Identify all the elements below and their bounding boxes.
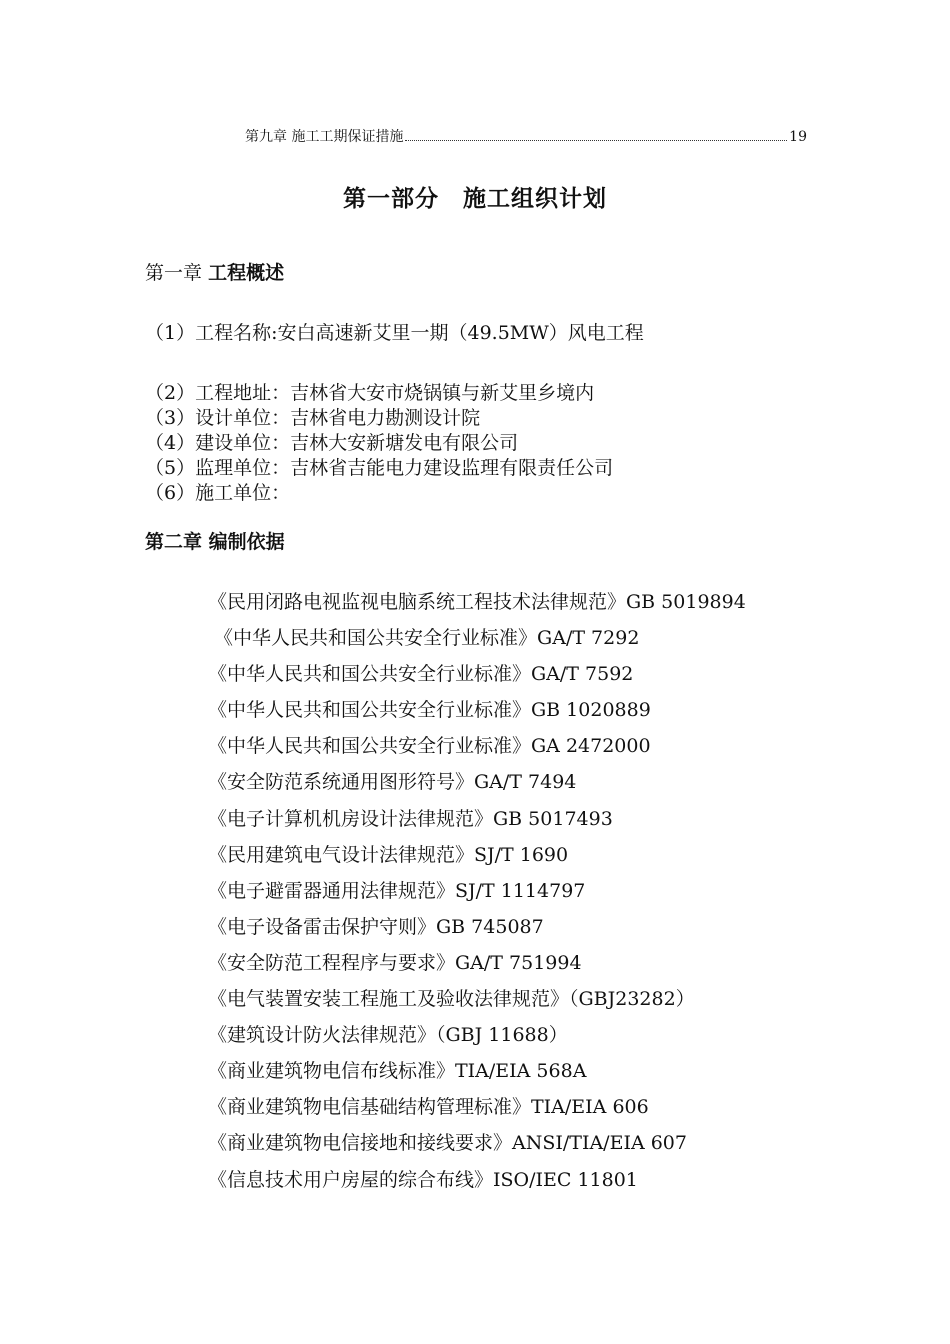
toc-entry[interactable]	[245, 126, 807, 146]
toc-entry-label: 第九章 施工工期保证措施	[245, 129, 404, 145]
project-info-supervisor: （5）监理单位：吉林省吉能电力建设监理有限责任公司	[145, 457, 614, 479]
reference-item: 《中华人民共和国公共安全行业标准》GA/T 7292	[208, 627, 640, 650]
reference-item: 《电子计算机机房设计法律规范》GB 5017493	[208, 807, 613, 830]
toc-leader-dots	[405, 140, 787, 141]
reference-item: 《中华人民共和国公共安全行业标准》GA 2472000	[208, 735, 651, 758]
reference-item: 《中华人民共和国公共安全行业标准》GA/T 7592	[208, 663, 634, 686]
project-info-contractor: （6）施工单位：	[145, 482, 291, 504]
reference-item: 《电子设备雷击保护守则》GB 745087	[208, 915, 544, 938]
reference-item: 《电子避雷器通用法律规范》SJ/T 1114797	[208, 879, 586, 902]
reference-item: 《商业建筑物电信布线标准》TIA/EIA 568A	[208, 1060, 587, 1083]
reference-item: 《安全防范系统通用图形符号》GA/T 7494	[208, 771, 577, 794]
reference-item: 《商业建筑物电信基础结构管理标准》TIA/EIA 606	[208, 1096, 649, 1119]
reference-list	[208, 588, 746, 1202]
project-info-owner: （4）建设单位：吉林大安新塘发电有限公司	[145, 432, 519, 454]
reference-item: 《安全防范工程程序与要求》GA/T 751994	[208, 951, 582, 974]
reference-item: 《商业建筑物电信接地和接线要求》ANSI/TIA/EIA 607	[208, 1132, 687, 1155]
project-info-address: （2）工程地址：吉林省大安市烧锅镇与新艾里乡境内	[145, 382, 595, 404]
reference-item: 《民用闭路电视监视电脑系统工程技术法律规范》GB 5019894	[208, 591, 746, 613]
project-name-line: （1）工程名称:安白高速新艾里一期（49.5MW）风电工程	[145, 322, 644, 344]
toc-entry-page: 19	[789, 129, 807, 145]
part-title: 第一部分 施工组织计划	[343, 186, 607, 212]
project-info-designer: （3）设计单位：吉林省电力勘测设计院	[145, 407, 481, 429]
reference-item: 《电气装置安装工程施工及验收法律规范》（GBJ23282）	[208, 988, 695, 1011]
reference-item: 《民用建筑电气设计法律规范》SJ/T 1690	[208, 843, 569, 866]
reference-item: 《信息技术用户房屋的综合布线》ISO/IEC 11801	[208, 1168, 638, 1191]
reference-item: 《中华人民共和国公共安全行业标准》GB 1020889	[208, 699, 651, 722]
chapter-1-heading	[145, 258, 284, 285]
chapter-2-heading: 第二章 编制依据	[145, 531, 285, 553]
chapter-1-prefix: 第一章	[145, 262, 203, 284]
reference-item: 《建筑设计防火法律规范》（GBJ 11688）	[208, 1024, 568, 1047]
chapter-1-title: 工程概述	[208, 262, 285, 284]
